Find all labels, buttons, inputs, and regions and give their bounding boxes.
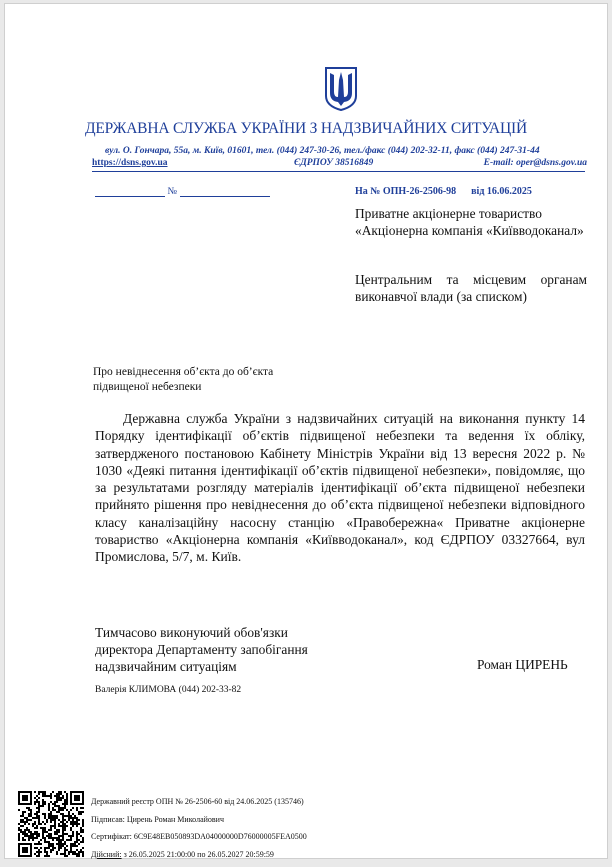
signatory-position [95, 624, 355, 675]
outgoing-registration [95, 186, 270, 197]
qr-code-icon [18, 791, 84, 857]
register-entry: Державний реєстр ОПН № 26-2506-60 від 24.06.2025 (135746) [91, 797, 304, 806]
recipient-primary: Приватне акціонерне товариство «Акціонерна компанія «Київводоканал» [355, 206, 584, 238]
position-line: директора Департаменту запобігання [95, 642, 308, 657]
agency-contacts [92, 158, 587, 170]
e-signature-block [91, 793, 307, 863]
out-number-blank [180, 186, 270, 197]
validity-label: Дійсний: [91, 849, 122, 859]
signatory-name: Роман ЦИРЕНЬ [477, 657, 568, 672]
ukraine-trident-emblem-icon [324, 66, 358, 112]
email-address: E-mail: oper@dsns.gov.ua [483, 158, 587, 168]
position-line: надзвичайним ситуаціям [95, 659, 237, 674]
out-date-blank [95, 186, 165, 197]
position-line: Тимчасово виконуючий обов'язки [95, 625, 288, 640]
agency-address: вул. О. Гончара, 55а, м. Київ, 01601, тел. (044) 247-30-26, тел./факс (044) 202-32-11, факс (044) 247-31-44 [105, 146, 540, 156]
validity-period [91, 846, 307, 864]
letter-subject: Про невіднесення об’єкта до об’єкта підвищеної небезпеки [93, 366, 274, 393]
recipient-secondary: Центральним та місцевим органам виконавчої влади (за списком) [355, 272, 587, 304]
header-divider [92, 171, 585, 172]
executor-contact: Валерія КЛИМОВА (044) 202-33-82 [95, 685, 242, 695]
out-number-sign: № [167, 186, 178, 197]
signed-by: Підписав: Цирень Роман Миколайович [91, 814, 224, 824]
agency-name: ДЕРЖАВНА СЛУЖБА УКРАЇНИ З НАДЗВИЧАЙНИХ СИТУАЦІЙ [84, 120, 527, 137]
letter-body: Державна служба України з надзвичайних ситуацій на виконання пункту 14 Порядку ідентифікації об’єктів підвищеної небезпеки та ведення їх обліку, затвердженого постановою Кабінету Міністрів України від 13 вересня 2022 р. № 1030 «Деякі питання ідентифікації об’єктів підвищеної небезпеки», повідомляє, що за результатами розгляду матеріалів ідентифікації об’єкта підвищеної небезпеки прийнято рішення про невіднесення до об’єкта підвищеної небезпеки відповідного класу каналізаційну насосну станцію «Правобережна« Приватне акціонерне товариство «Акціонерна компанія «Київводоканал», код ЄДРПОУ 03327664, вул Промислова, 5/7, м. Київ. [95, 411, 585, 565]
edrpou-code: ЄДРПОУ 38516849 [294, 158, 374, 168]
website-link[interactable]: https://dsns.gov.ua [92, 158, 168, 168]
document-page [4, 3, 608, 859]
validity-dates: з 26.05.2025 21:00:00 по 26.05.2027 20:59:59 [121, 849, 274, 859]
incoming-reference: На № ОПН-26-2506-98 від 16.06.2025 [355, 186, 532, 197]
certificate-number: Сертифікат: 6C9E48EB050893DA04000000D76000005FEA0500 [91, 832, 307, 841]
